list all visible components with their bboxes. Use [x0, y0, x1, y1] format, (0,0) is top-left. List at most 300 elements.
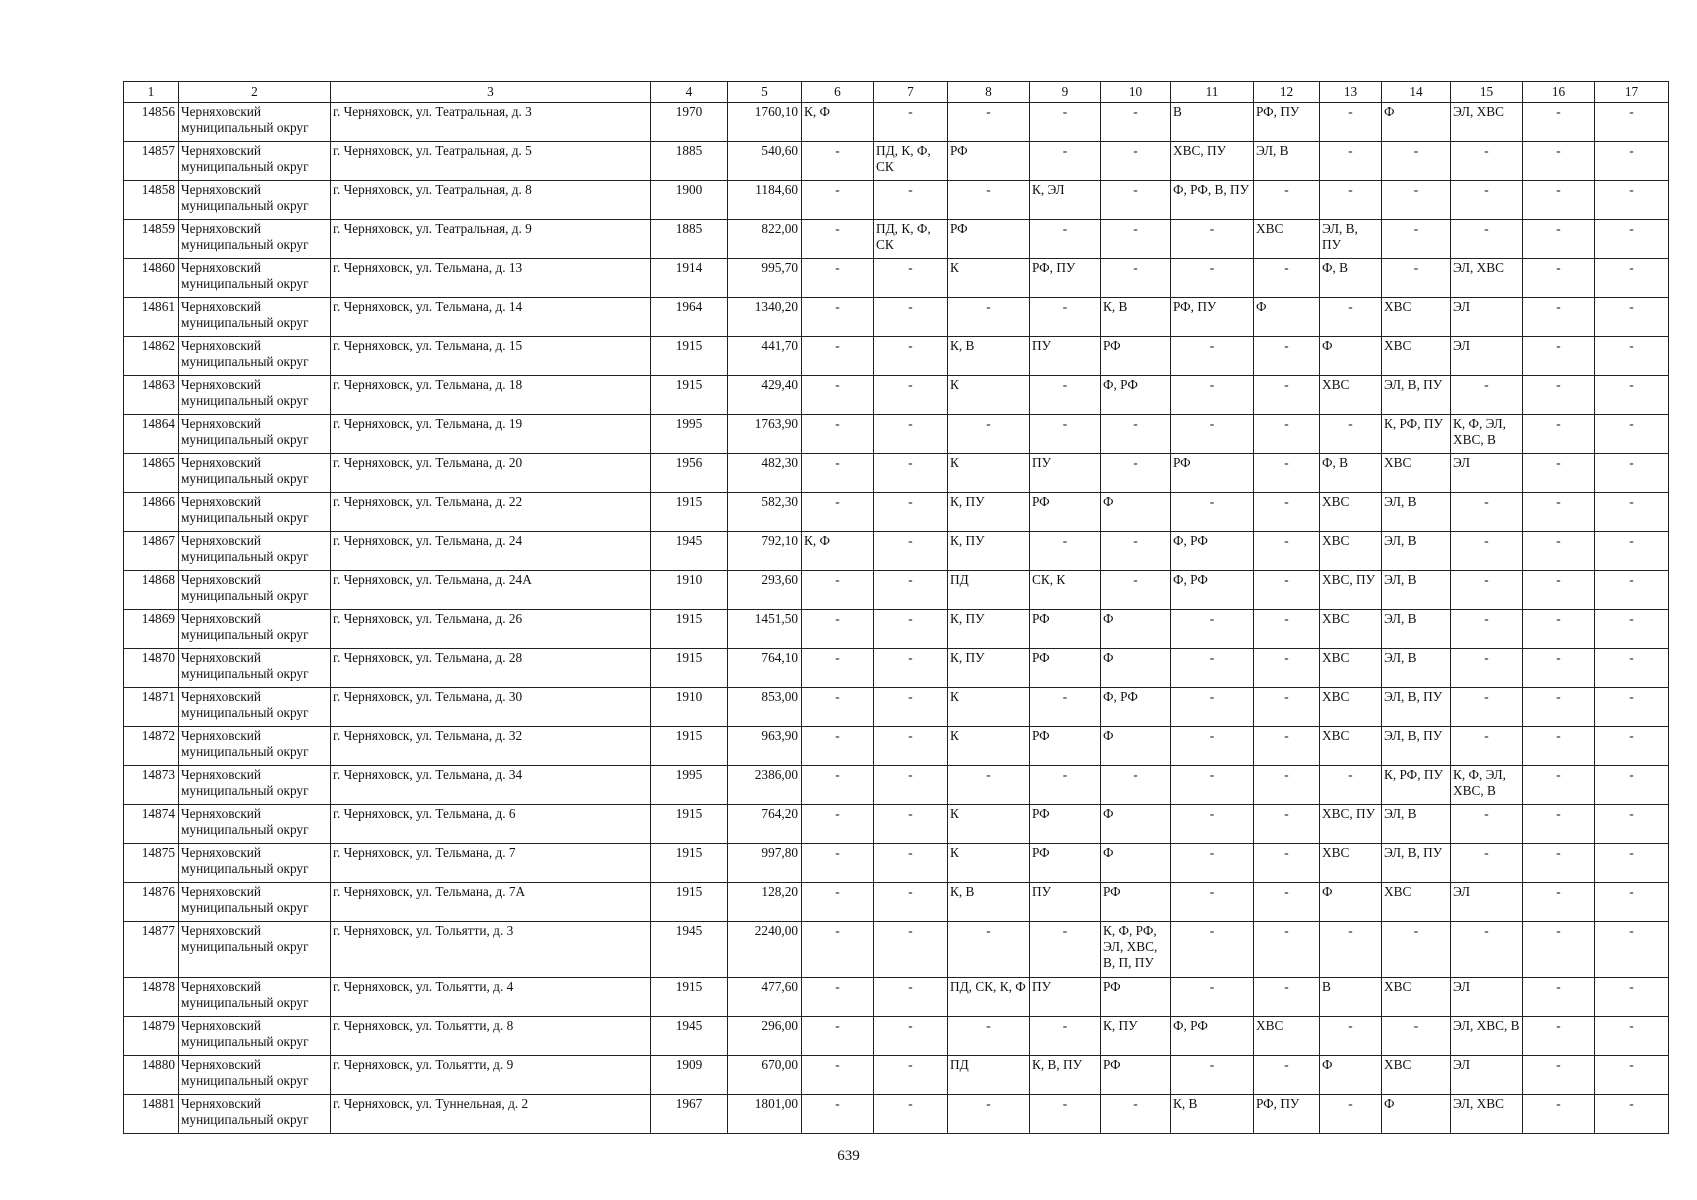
col-6-cell: -	[802, 844, 874, 883]
address-cell: г. Черняховск, ул. Тольятти, д. 3	[331, 922, 651, 978]
col-12-cell: ХВС	[1254, 1017, 1320, 1056]
district-cell: Черняховский муниципальный округ	[179, 1017, 331, 1056]
district-cell: Черняховский муниципальный округ	[179, 103, 331, 142]
col-11-cell: РФ, ПУ	[1171, 298, 1254, 337]
table-row	[124, 688, 1669, 727]
col-9-cell: РФ	[1030, 844, 1101, 883]
year-cell: 1967	[651, 1095, 728, 1134]
col-8-cell: ПД	[948, 1056, 1030, 1095]
year-cell: 1915	[651, 844, 728, 883]
col-14-cell: ХВС	[1382, 978, 1451, 1017]
col-11-cell: Ф, РФ	[1171, 1017, 1254, 1056]
address-cell: г. Черняховск, ул. Тельмана, д. 24А	[331, 571, 651, 610]
address-cell: г. Черняховск, ул. Тольятти, д. 8	[331, 1017, 651, 1056]
col-12-cell: -	[1254, 571, 1320, 610]
col-12-cell: -	[1254, 532, 1320, 571]
col-12-cell: -	[1254, 493, 1320, 532]
district-cell: Черняховский муниципальный округ	[179, 922, 331, 978]
col-13-cell: -	[1320, 766, 1382, 805]
col-17-cell: -	[1595, 978, 1669, 1017]
district-cell: Черняховский муниципальный округ	[179, 766, 331, 805]
address-cell: г. Черняховск, ул. Тельмана, д. 7А	[331, 883, 651, 922]
record-number: 14860	[124, 259, 179, 298]
col-17-cell: -	[1595, 1017, 1669, 1056]
district-cell: Черняховский муниципальный округ	[179, 337, 331, 376]
col-16-cell: -	[1523, 922, 1595, 978]
col-11-cell: РФ	[1171, 454, 1254, 493]
address-cell: г. Черняховск, ул. Тельмана, д. 6	[331, 805, 651, 844]
year-cell: 1915	[651, 805, 728, 844]
col-13-cell: ХВС	[1320, 844, 1382, 883]
col-11-cell: Ф, РФ	[1171, 571, 1254, 610]
record-number: 14877	[124, 922, 179, 978]
col-17-cell: -	[1595, 883, 1669, 922]
record-number: 14857	[124, 142, 179, 181]
col-11-cell: -	[1171, 649, 1254, 688]
address-cell: г. Черняховск, ул. Тельмана, д. 19	[331, 415, 651, 454]
col-12-cell: -	[1254, 727, 1320, 766]
address-cell: г. Черняховск, ул. Тельмана, д. 22	[331, 493, 651, 532]
column-header-5: 5	[728, 82, 802, 103]
column-header-17: 17	[1595, 82, 1669, 103]
col-17-cell: -	[1595, 376, 1669, 415]
col-10-cell: Ф	[1101, 610, 1171, 649]
col-8-cell: К	[948, 454, 1030, 493]
address-cell: г. Черняховск, ул. Театральная, д. 3	[331, 103, 651, 142]
col-13-cell: ХВС	[1320, 649, 1382, 688]
area-cell: 540,60	[728, 142, 802, 181]
column-header-11: 11	[1171, 82, 1254, 103]
col-17-cell: -	[1595, 103, 1669, 142]
col-9-cell: ПУ	[1030, 454, 1101, 493]
col-7-cell: -	[874, 1095, 948, 1134]
col-12-cell: -	[1254, 805, 1320, 844]
col-9-cell: РФ	[1030, 610, 1101, 649]
col-17-cell: -	[1595, 727, 1669, 766]
column-header-16: 16	[1523, 82, 1595, 103]
col-13-cell: -	[1320, 181, 1382, 220]
district-cell: Черняховский муниципальный округ	[179, 610, 331, 649]
col-8-cell: РФ	[948, 220, 1030, 259]
address-cell: г. Черняховск, ул. Театральная, д. 8	[331, 181, 651, 220]
col-10-cell: -	[1101, 181, 1171, 220]
record-number: 14880	[124, 1056, 179, 1095]
col-14-cell: -	[1382, 181, 1451, 220]
col-10-cell: -	[1101, 103, 1171, 142]
col-6-cell: -	[802, 610, 874, 649]
col-13-cell: ХВС	[1320, 532, 1382, 571]
col-15-cell: -	[1451, 181, 1523, 220]
col-15-cell: ЭЛ	[1451, 883, 1523, 922]
area-cell: 429,40	[728, 376, 802, 415]
col-17-cell: -	[1595, 298, 1669, 337]
table-row	[124, 766, 1669, 805]
year-cell: 1910	[651, 688, 728, 727]
address-cell: г. Черняховск, ул. Тельмана, д. 14	[331, 298, 651, 337]
col-9-cell: СК, К	[1030, 571, 1101, 610]
col-14-cell: ХВС	[1382, 298, 1451, 337]
col-12-cell: -	[1254, 610, 1320, 649]
col-13-cell: Ф, В	[1320, 259, 1382, 298]
col-10-cell: К, В	[1101, 298, 1171, 337]
area-cell: 995,70	[728, 259, 802, 298]
address-cell: г. Черняховск, ул. Тельмана, д. 30	[331, 688, 651, 727]
col-9-cell: -	[1030, 1017, 1101, 1056]
col-17-cell: -	[1595, 688, 1669, 727]
col-6-cell: -	[802, 220, 874, 259]
col-7-cell: -	[874, 978, 948, 1017]
address-cell: г. Черняховск, ул. Тельмана, д. 7	[331, 844, 651, 883]
col-16-cell: -	[1523, 727, 1595, 766]
col-12-cell: -	[1254, 688, 1320, 727]
col-9-cell: -	[1030, 688, 1101, 727]
col-17-cell: -	[1595, 220, 1669, 259]
district-cell: Черняховский муниципальный округ	[179, 978, 331, 1017]
col-11-cell: В	[1171, 103, 1254, 142]
year-cell: 1995	[651, 415, 728, 454]
col-11-cell: -	[1171, 844, 1254, 883]
col-6-cell: -	[802, 649, 874, 688]
col-7-cell: ПД, К, Ф, СК	[874, 142, 948, 181]
col-9-cell: ПУ	[1030, 883, 1101, 922]
area-cell: 441,70	[728, 337, 802, 376]
col-17-cell: -	[1595, 649, 1669, 688]
col-6-cell: К, Ф	[802, 103, 874, 142]
col-9-cell: -	[1030, 142, 1101, 181]
table-row	[124, 922, 1669, 978]
record-number: 14862	[124, 337, 179, 376]
col-7-cell: -	[874, 805, 948, 844]
district-cell: Черняховский муниципальный округ	[179, 454, 331, 493]
col-7-cell: -	[874, 883, 948, 922]
col-8-cell: К, В	[948, 337, 1030, 376]
col-14-cell: К, РФ, ПУ	[1382, 766, 1451, 805]
year-cell: 1915	[651, 610, 728, 649]
col-15-cell: ЭЛ, ХВС	[1451, 103, 1523, 142]
col-11-cell: -	[1171, 805, 1254, 844]
col-17-cell: -	[1595, 493, 1669, 532]
col-14-cell: ЭЛ, В	[1382, 649, 1451, 688]
column-header-9: 9	[1030, 82, 1101, 103]
year-cell: 1915	[651, 649, 728, 688]
col-15-cell: -	[1451, 922, 1523, 978]
col-12-cell: Ф	[1254, 298, 1320, 337]
table-row	[124, 1056, 1669, 1095]
col-8-cell: -	[948, 415, 1030, 454]
col-9-cell: -	[1030, 1095, 1101, 1134]
year-cell: 1964	[651, 298, 728, 337]
col-10-cell: -	[1101, 766, 1171, 805]
col-13-cell: В	[1320, 978, 1382, 1017]
col-14-cell: ЭЛ, В, ПУ	[1382, 727, 1451, 766]
district-cell: Черняховский муниципальный округ	[179, 688, 331, 727]
table-row	[124, 181, 1669, 220]
col-7-cell: -	[874, 766, 948, 805]
col-13-cell: ХВС	[1320, 688, 1382, 727]
col-6-cell: -	[802, 571, 874, 610]
col-10-cell: Ф	[1101, 727, 1171, 766]
col-10-cell: -	[1101, 142, 1171, 181]
col-6-cell: -	[802, 1095, 874, 1134]
col-8-cell: ПД	[948, 571, 1030, 610]
col-16-cell: -	[1523, 766, 1595, 805]
year-cell: 1900	[651, 181, 728, 220]
col-12-cell: РФ, ПУ	[1254, 103, 1320, 142]
area-cell: 482,30	[728, 454, 802, 493]
col-7-cell: -	[874, 259, 948, 298]
col-6-cell: -	[802, 1056, 874, 1095]
table-row	[124, 805, 1669, 844]
address-cell: г. Черняховск, ул. Тельмана, д. 20	[331, 454, 651, 493]
col-17-cell: -	[1595, 922, 1669, 978]
col-7-cell: -	[874, 844, 948, 883]
district-cell: Черняховский муниципальный округ	[179, 805, 331, 844]
col-15-cell: К, Ф, ЭЛ, ХВС, В	[1451, 766, 1523, 805]
record-number: 14859	[124, 220, 179, 259]
col-11-cell: -	[1171, 259, 1254, 298]
area-cell: 764,20	[728, 805, 802, 844]
col-13-cell: ХВС	[1320, 610, 1382, 649]
col-14-cell: ХВС	[1382, 337, 1451, 376]
table-row	[124, 1095, 1669, 1134]
col-15-cell: К, Ф, ЭЛ, ХВС, В	[1451, 415, 1523, 454]
col-17-cell: -	[1595, 259, 1669, 298]
year-cell: 1915	[651, 727, 728, 766]
col-10-cell: Ф	[1101, 649, 1171, 688]
col-8-cell: -	[948, 298, 1030, 337]
year-cell: 1909	[651, 1056, 728, 1095]
col-15-cell: -	[1451, 220, 1523, 259]
table-row	[124, 103, 1669, 142]
col-14-cell: ХВС	[1382, 1056, 1451, 1095]
col-16-cell: -	[1523, 415, 1595, 454]
col-11-cell: -	[1171, 978, 1254, 1017]
col-13-cell: -	[1320, 1017, 1382, 1056]
year-cell: 1910	[651, 571, 728, 610]
col-8-cell: К	[948, 844, 1030, 883]
record-number: 14856	[124, 103, 179, 142]
district-cell: Черняховский муниципальный округ	[179, 883, 331, 922]
col-6-cell: -	[802, 181, 874, 220]
record-number: 14874	[124, 805, 179, 844]
col-15-cell: ЭЛ, ХВС	[1451, 259, 1523, 298]
district-cell: Черняховский муниципальный округ	[179, 298, 331, 337]
district-cell: Черняховский муниципальный округ	[179, 493, 331, 532]
year-cell: 1885	[651, 220, 728, 259]
col-15-cell: -	[1451, 571, 1523, 610]
col-8-cell: К, ПУ	[948, 649, 1030, 688]
col-13-cell: ЭЛ, В, ПУ	[1320, 220, 1382, 259]
col-11-cell: К, В	[1171, 1095, 1254, 1134]
col-16-cell: -	[1523, 844, 1595, 883]
address-cell: г. Черняховск, ул. Тельмана, д. 18	[331, 376, 651, 415]
col-7-cell: -	[874, 415, 948, 454]
col-13-cell: -	[1320, 415, 1382, 454]
col-8-cell: -	[948, 1095, 1030, 1134]
column-header-12: 12	[1254, 82, 1320, 103]
col-9-cell: -	[1030, 922, 1101, 978]
col-16-cell: -	[1523, 103, 1595, 142]
area-cell: 477,60	[728, 978, 802, 1017]
col-14-cell: -	[1382, 1017, 1451, 1056]
col-16-cell: -	[1523, 493, 1595, 532]
col-12-cell: -	[1254, 1056, 1320, 1095]
col-16-cell: -	[1523, 376, 1595, 415]
address-cell: г. Черняховск, ул. Тельмана, д. 34	[331, 766, 651, 805]
col-16-cell: -	[1523, 142, 1595, 181]
col-9-cell: К, В, ПУ	[1030, 1056, 1101, 1095]
col-15-cell: -	[1451, 142, 1523, 181]
col-14-cell: ЭЛ, В, ПУ	[1382, 844, 1451, 883]
area-cell: 1801,00	[728, 1095, 802, 1134]
year-cell: 1945	[651, 922, 728, 978]
col-15-cell: -	[1451, 649, 1523, 688]
col-10-cell: -	[1101, 532, 1171, 571]
record-number: 14864	[124, 415, 179, 454]
record-number: 14858	[124, 181, 179, 220]
area-cell: 764,10	[728, 649, 802, 688]
table-row	[124, 493, 1669, 532]
column-header-3: 3	[331, 82, 651, 103]
column-header-13: 13	[1320, 82, 1382, 103]
column-header-1: 1	[124, 82, 179, 103]
address-cell: г. Черняховск, ул. Тельмана, д. 28	[331, 649, 651, 688]
col-13-cell: ХВС, ПУ	[1320, 571, 1382, 610]
col-16-cell: -	[1523, 978, 1595, 1017]
col-17-cell: -	[1595, 1056, 1669, 1095]
col-15-cell: -	[1451, 727, 1523, 766]
col-14-cell: -	[1382, 259, 1451, 298]
year-cell: 1915	[651, 376, 728, 415]
col-8-cell: К, ПУ	[948, 532, 1030, 571]
col-10-cell: -	[1101, 220, 1171, 259]
area-cell: 128,20	[728, 883, 802, 922]
col-7-cell: -	[874, 922, 948, 978]
record-number: 14871	[124, 688, 179, 727]
table-row	[124, 454, 1669, 493]
col-11-cell: -	[1171, 220, 1254, 259]
col-7-cell: -	[874, 103, 948, 142]
col-13-cell: -	[1320, 298, 1382, 337]
col-16-cell: -	[1523, 337, 1595, 376]
col-6-cell: К, Ф	[802, 532, 874, 571]
col-17-cell: -	[1595, 571, 1669, 610]
record-number: 14870	[124, 649, 179, 688]
col-13-cell: -	[1320, 103, 1382, 142]
col-10-cell: РФ	[1101, 1056, 1171, 1095]
col-12-cell: -	[1254, 454, 1320, 493]
record-number: 14869	[124, 610, 179, 649]
col-8-cell: К	[948, 259, 1030, 298]
col-11-cell: -	[1171, 688, 1254, 727]
table-header	[124, 82, 1669, 103]
col-12-cell: -	[1254, 883, 1320, 922]
area-cell: 670,00	[728, 1056, 802, 1095]
col-14-cell: ХВС	[1382, 883, 1451, 922]
col-14-cell: ЭЛ, В	[1382, 493, 1451, 532]
record-number: 14865	[124, 454, 179, 493]
col-7-cell: -	[874, 454, 948, 493]
col-15-cell: ЭЛ	[1451, 1056, 1523, 1095]
col-16-cell: -	[1523, 1095, 1595, 1134]
col-6-cell: -	[802, 415, 874, 454]
col-9-cell: ПУ	[1030, 978, 1101, 1017]
address-cell: г. Черняховск, ул. Тельмана, д. 24	[331, 532, 651, 571]
table-row	[124, 727, 1669, 766]
col-6-cell: -	[802, 805, 874, 844]
year-cell: 1915	[651, 493, 728, 532]
col-12-cell: ХВС	[1254, 220, 1320, 259]
col-8-cell: -	[948, 1017, 1030, 1056]
col-13-cell: ХВС	[1320, 376, 1382, 415]
col-12-cell: -	[1254, 922, 1320, 978]
col-7-cell: -	[874, 376, 948, 415]
col-8-cell: К	[948, 805, 1030, 844]
table-row	[124, 649, 1669, 688]
year-cell: 1970	[651, 103, 728, 142]
col-11-cell: -	[1171, 493, 1254, 532]
col-16-cell: -	[1523, 181, 1595, 220]
area-cell: 1760,10	[728, 103, 802, 142]
col-17-cell: -	[1595, 181, 1669, 220]
col-8-cell: К	[948, 727, 1030, 766]
district-cell: Черняховский муниципальный округ	[179, 415, 331, 454]
col-7-cell: -	[874, 727, 948, 766]
column-header-14: 14	[1382, 82, 1451, 103]
col-13-cell: ХВС	[1320, 727, 1382, 766]
col-11-cell: -	[1171, 883, 1254, 922]
area-cell: 963,90	[728, 727, 802, 766]
col-12-cell: -	[1254, 978, 1320, 1017]
col-6-cell: -	[802, 142, 874, 181]
record-number: 14872	[124, 727, 179, 766]
col-10-cell: РФ	[1101, 337, 1171, 376]
district-cell: Черняховский муниципальный округ	[179, 649, 331, 688]
district-cell: Черняховский муниципальный округ	[179, 376, 331, 415]
column-header-10: 10	[1101, 82, 1171, 103]
col-8-cell: К, В	[948, 883, 1030, 922]
col-7-cell: -	[874, 688, 948, 727]
col-12-cell: -	[1254, 649, 1320, 688]
table-row	[124, 142, 1669, 181]
address-cell: г. Черняховск, ул. Театральная, д. 9	[331, 220, 651, 259]
col-17-cell: -	[1595, 532, 1669, 571]
address-cell: г. Черняховск, ул. Тольятти, д. 4	[331, 978, 651, 1017]
table-row	[124, 978, 1669, 1017]
table-row	[124, 259, 1669, 298]
col-10-cell: РФ	[1101, 978, 1171, 1017]
area-cell: 1451,50	[728, 610, 802, 649]
col-17-cell: -	[1595, 844, 1669, 883]
address-cell: г. Черняховск, ул. Тельмана, д. 32	[331, 727, 651, 766]
table-row	[124, 220, 1669, 259]
table-row	[124, 376, 1669, 415]
area-cell: 1763,90	[728, 415, 802, 454]
year-cell: 1956	[651, 454, 728, 493]
col-16-cell: -	[1523, 571, 1595, 610]
col-16-cell: -	[1523, 220, 1595, 259]
col-8-cell: К	[948, 688, 1030, 727]
header-row	[124, 82, 1669, 103]
area-cell: 822,00	[728, 220, 802, 259]
year-cell: 1915	[651, 337, 728, 376]
district-cell: Черняховский муниципальный округ	[179, 571, 331, 610]
district-cell: Черняховский муниципальный округ	[179, 1095, 331, 1134]
col-9-cell: -	[1030, 220, 1101, 259]
col-10-cell: Ф	[1101, 805, 1171, 844]
area-cell: 997,80	[728, 844, 802, 883]
col-6-cell: -	[802, 259, 874, 298]
